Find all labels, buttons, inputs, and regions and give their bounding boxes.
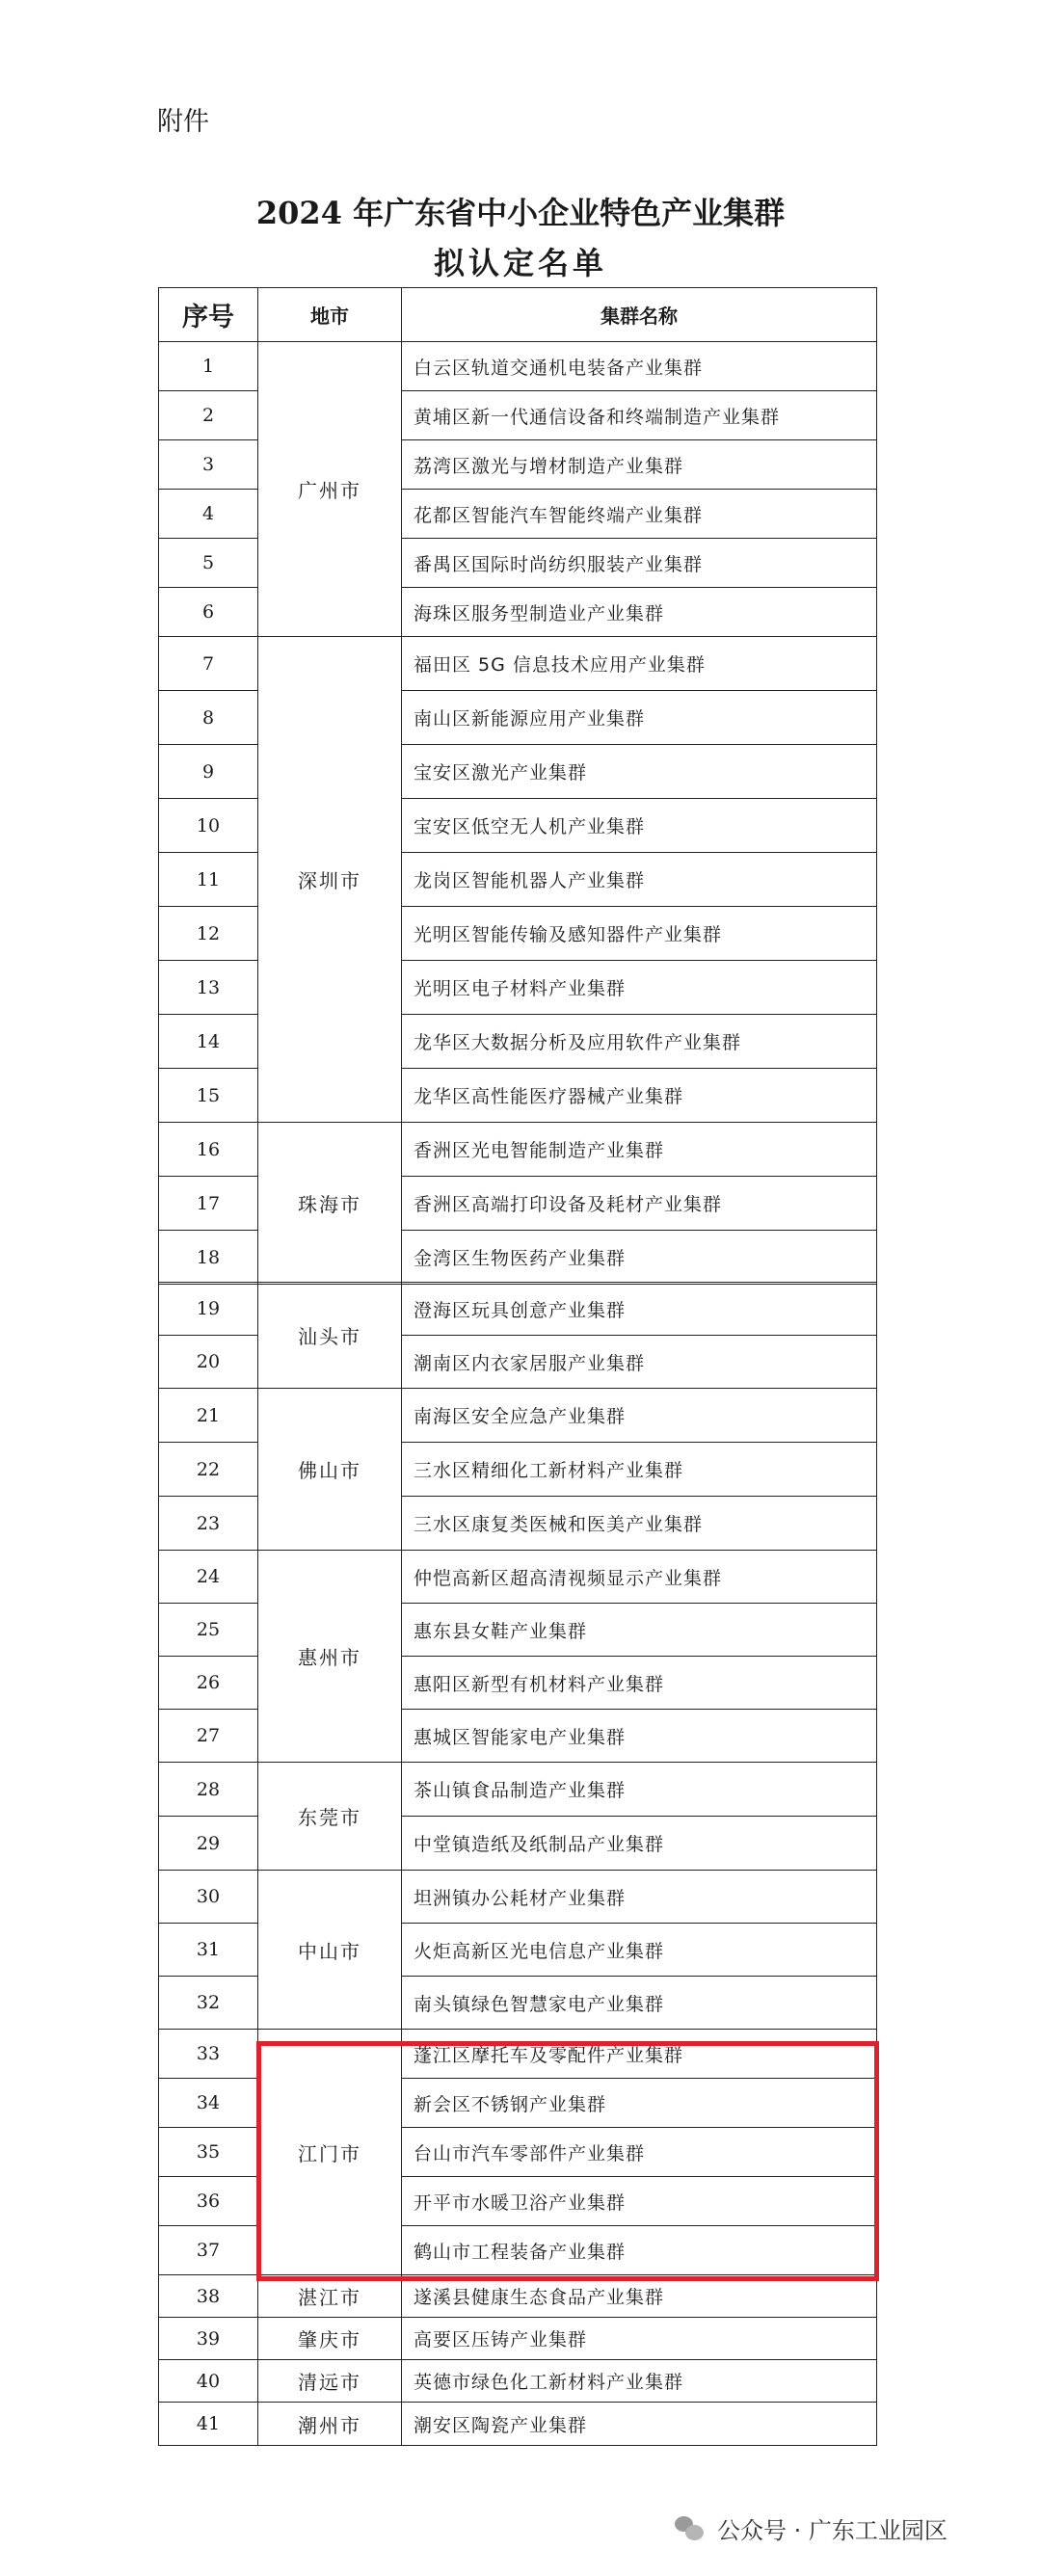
row-index: 23: [159, 1497, 258, 1551]
row-index: 28: [159, 1763, 258, 1817]
table-row: [159, 1283, 877, 1336]
row-index: 32: [159, 1977, 258, 2030]
row-index: 26: [159, 1657, 258, 1710]
row-index: 14: [159, 1015, 258, 1069]
table-header-row: [159, 288, 877, 342]
document-title: 2024 年广东省中小企业特色产业集群: [255, 195, 786, 231]
row-index: 12: [159, 907, 258, 961]
cluster-name: 黄埔区新一代通信设备和终端制造产业集群: [402, 391, 877, 440]
cluster-name: 坦洲镇办公耗材产业集群: [402, 1871, 877, 1924]
cluster-name: 台山市汽车零部件产业集群: [402, 2128, 877, 2177]
cluster-name: 三水区精细化工新材料产业集群: [402, 1443, 877, 1497]
row-index: 27: [159, 1710, 258, 1763]
row-index: 38: [159, 2275, 258, 2318]
cluster-name: 南海区安全应急产业集群: [402, 1389, 877, 1443]
attachment-label: 附件: [157, 107, 209, 137]
cluster-name: 番禺区国际时尚纺织服装产业集群: [402, 539, 877, 588]
table-row: [159, 2275, 877, 2318]
city-cell-foshan: 佛山市: [258, 1389, 402, 1551]
cluster-name: 龙岗区智能机器人产业集群: [402, 853, 877, 907]
document-subtitle: 拟认定名单: [433, 245, 607, 281]
table-row: [159, 1763, 877, 1817]
row-index: 10: [159, 799, 258, 853]
row-index: 4: [159, 490, 258, 539]
cluster-name: 宝安区激光产业集群: [402, 745, 877, 799]
row-index: 22: [159, 1443, 258, 1497]
row-index: 33: [159, 2030, 258, 2079]
cluster-name: 福田区 5G 信息技术应用产业集群: [402, 637, 877, 691]
table-row: [159, 2318, 877, 2360]
cluster-name: 火炬高新区光电信息产业集群: [402, 1924, 877, 1977]
cluster-name: 南头镇绿色智慧家电产业集群: [402, 1977, 877, 2030]
row-index: 5: [159, 539, 258, 588]
cluster-name: 茶山镇食品制造产业集群: [402, 1763, 877, 1817]
cluster-name: 荔湾区激光与增材制造产业集群: [402, 440, 877, 490]
row-index: 18: [159, 1231, 258, 1285]
watermark: [675, 2511, 948, 2545]
cluster-name: 中堂镇造纸及纸制品产业集群: [402, 1817, 877, 1871]
cluster-name: 仲恺高新区超高清视频显示产业集群: [402, 1551, 877, 1604]
cluster-name: 鹤山市工程装备产业集群: [402, 2226, 877, 2275]
row-index: 30: [159, 1871, 258, 1924]
row-index: 6: [159, 588, 258, 637]
table-row: [159, 2403, 877, 2446]
row-index: 34: [159, 2079, 258, 2128]
city-cell-qingyuan: 清远市: [258, 2360, 402, 2403]
cluster-name: 英德市绿色化工新材料产业集群: [402, 2360, 877, 2403]
cluster-name: 香洲区高端打印设备及耗材产业集群: [402, 1177, 877, 1231]
table-row: [159, 1389, 877, 1443]
row-index: 13: [159, 961, 258, 1015]
cluster-name: 高要区压铸产业集群: [402, 2318, 877, 2360]
row-index: 19: [159, 1283, 258, 1336]
header-cluster-name: 集群名称: [402, 288, 877, 342]
cluster-name: 龙华区高性能医疗器械产业集群: [402, 1069, 877, 1123]
row-index: 17: [159, 1177, 258, 1231]
city-cell-chaozhou: 潮州市: [258, 2403, 402, 2446]
city-cell-guangzhou: 广州市: [258, 342, 402, 637]
cluster-name: 海珠区服务型制造业产业集群: [402, 588, 877, 637]
row-index: 8: [159, 691, 258, 745]
cluster-name: 惠东县女鞋产业集群: [402, 1604, 877, 1657]
cluster-name: 开平市水暖卫浴产业集群: [402, 2177, 877, 2226]
city-cell-shantou: 汕头市: [258, 1283, 402, 1389]
cluster-name: 潮南区内衣家居服产业集群: [402, 1336, 877, 1389]
row-index: 39: [159, 2318, 258, 2360]
row-index: 40: [159, 2360, 258, 2403]
cluster-name: 光明区电子材料产业集群: [402, 961, 877, 1015]
wechat-icon: [675, 2516, 704, 2541]
cluster-name: 花都区智能汽车智能终端产业集群: [402, 490, 877, 539]
city-cell-zhongshan: 中山市: [258, 1871, 402, 2030]
row-index: 37: [159, 2226, 258, 2275]
row-index: 25: [159, 1604, 258, 1657]
row-index: 9: [159, 745, 258, 799]
row-index: 41: [159, 2403, 258, 2446]
cluster-name: 光明区智能传输及感知器件产业集群: [402, 907, 877, 961]
table-row: [159, 2360, 877, 2403]
cluster-name: 遂溪县健康生态食品产业集群: [402, 2275, 877, 2318]
watermark-text: 公众号 · 广东工业园区: [717, 2517, 948, 2544]
city-cell-zhanjiang: 湛江市: [258, 2275, 402, 2318]
table-row: [159, 1551, 877, 1604]
city-cell-jiangmen: 江门市: [258, 2030, 402, 2275]
cluster-name: 惠阳区新型有机材料产业集群: [402, 1657, 877, 1710]
cluster-name: 宝安区低空无人机产业集群: [402, 799, 877, 853]
row-index: 7: [159, 637, 258, 691]
cluster-table-part-1: [158, 287, 877, 1285]
row-index: 21: [159, 1389, 258, 1443]
row-index: 31: [159, 1924, 258, 1977]
cluster-name: 新会区不锈钢产业集群: [402, 2079, 877, 2128]
city-cell-zhaoqing: 肇庆市: [258, 2318, 402, 2360]
row-index: 3: [159, 440, 258, 490]
jiangmen-highlight-box: [256, 2041, 879, 2281]
table-row: [159, 342, 877, 391]
row-index: 1: [159, 342, 258, 391]
cluster-name: 白云区轨道交通机电装备产业集群: [402, 342, 877, 391]
cluster-name: 澄海区玩具创意产业集群: [402, 1283, 877, 1336]
row-index: 35: [159, 2128, 258, 2177]
cluster-name: 蓬江区摩托车及零配件产业集群: [402, 2030, 877, 2079]
city-cell-zhuhai: 珠海市: [258, 1123, 402, 1285]
cluster-name: 三水区康复类医械和医美产业集群: [402, 1497, 877, 1551]
row-index: 24: [159, 1551, 258, 1604]
cluster-name: 南山区新能源应用产业集群: [402, 691, 877, 745]
city-cell-dongguan: 东莞市: [258, 1763, 402, 1871]
row-index: 29: [159, 1817, 258, 1871]
table-row: [159, 1871, 877, 1924]
row-index: 11: [159, 853, 258, 907]
cluster-name: 香洲区光电智能制造产业集群: [402, 1123, 877, 1177]
header-index: 序号: [159, 288, 258, 342]
table-row: [159, 637, 877, 691]
cluster-name: 惠城区智能家电产业集群: [402, 1710, 877, 1763]
row-index: 16: [159, 1123, 258, 1177]
cluster-name: 金湾区生物医药产业集群: [402, 1231, 877, 1285]
row-index: 20: [159, 1336, 258, 1389]
cluster-name: 龙华区大数据分析及应用软件产业集群: [402, 1015, 877, 1069]
table-row: [159, 1123, 877, 1177]
row-index: 2: [159, 391, 258, 440]
row-index: 36: [159, 2177, 258, 2226]
city-cell-shenzhen: 深圳市: [258, 637, 402, 1123]
city-cell-huizhou: 惠州市: [258, 1551, 402, 1763]
cluster-name: 潮安区陶瓷产业集群: [402, 2403, 877, 2446]
header-city: 地市: [258, 288, 402, 342]
row-index: 15: [159, 1069, 258, 1123]
